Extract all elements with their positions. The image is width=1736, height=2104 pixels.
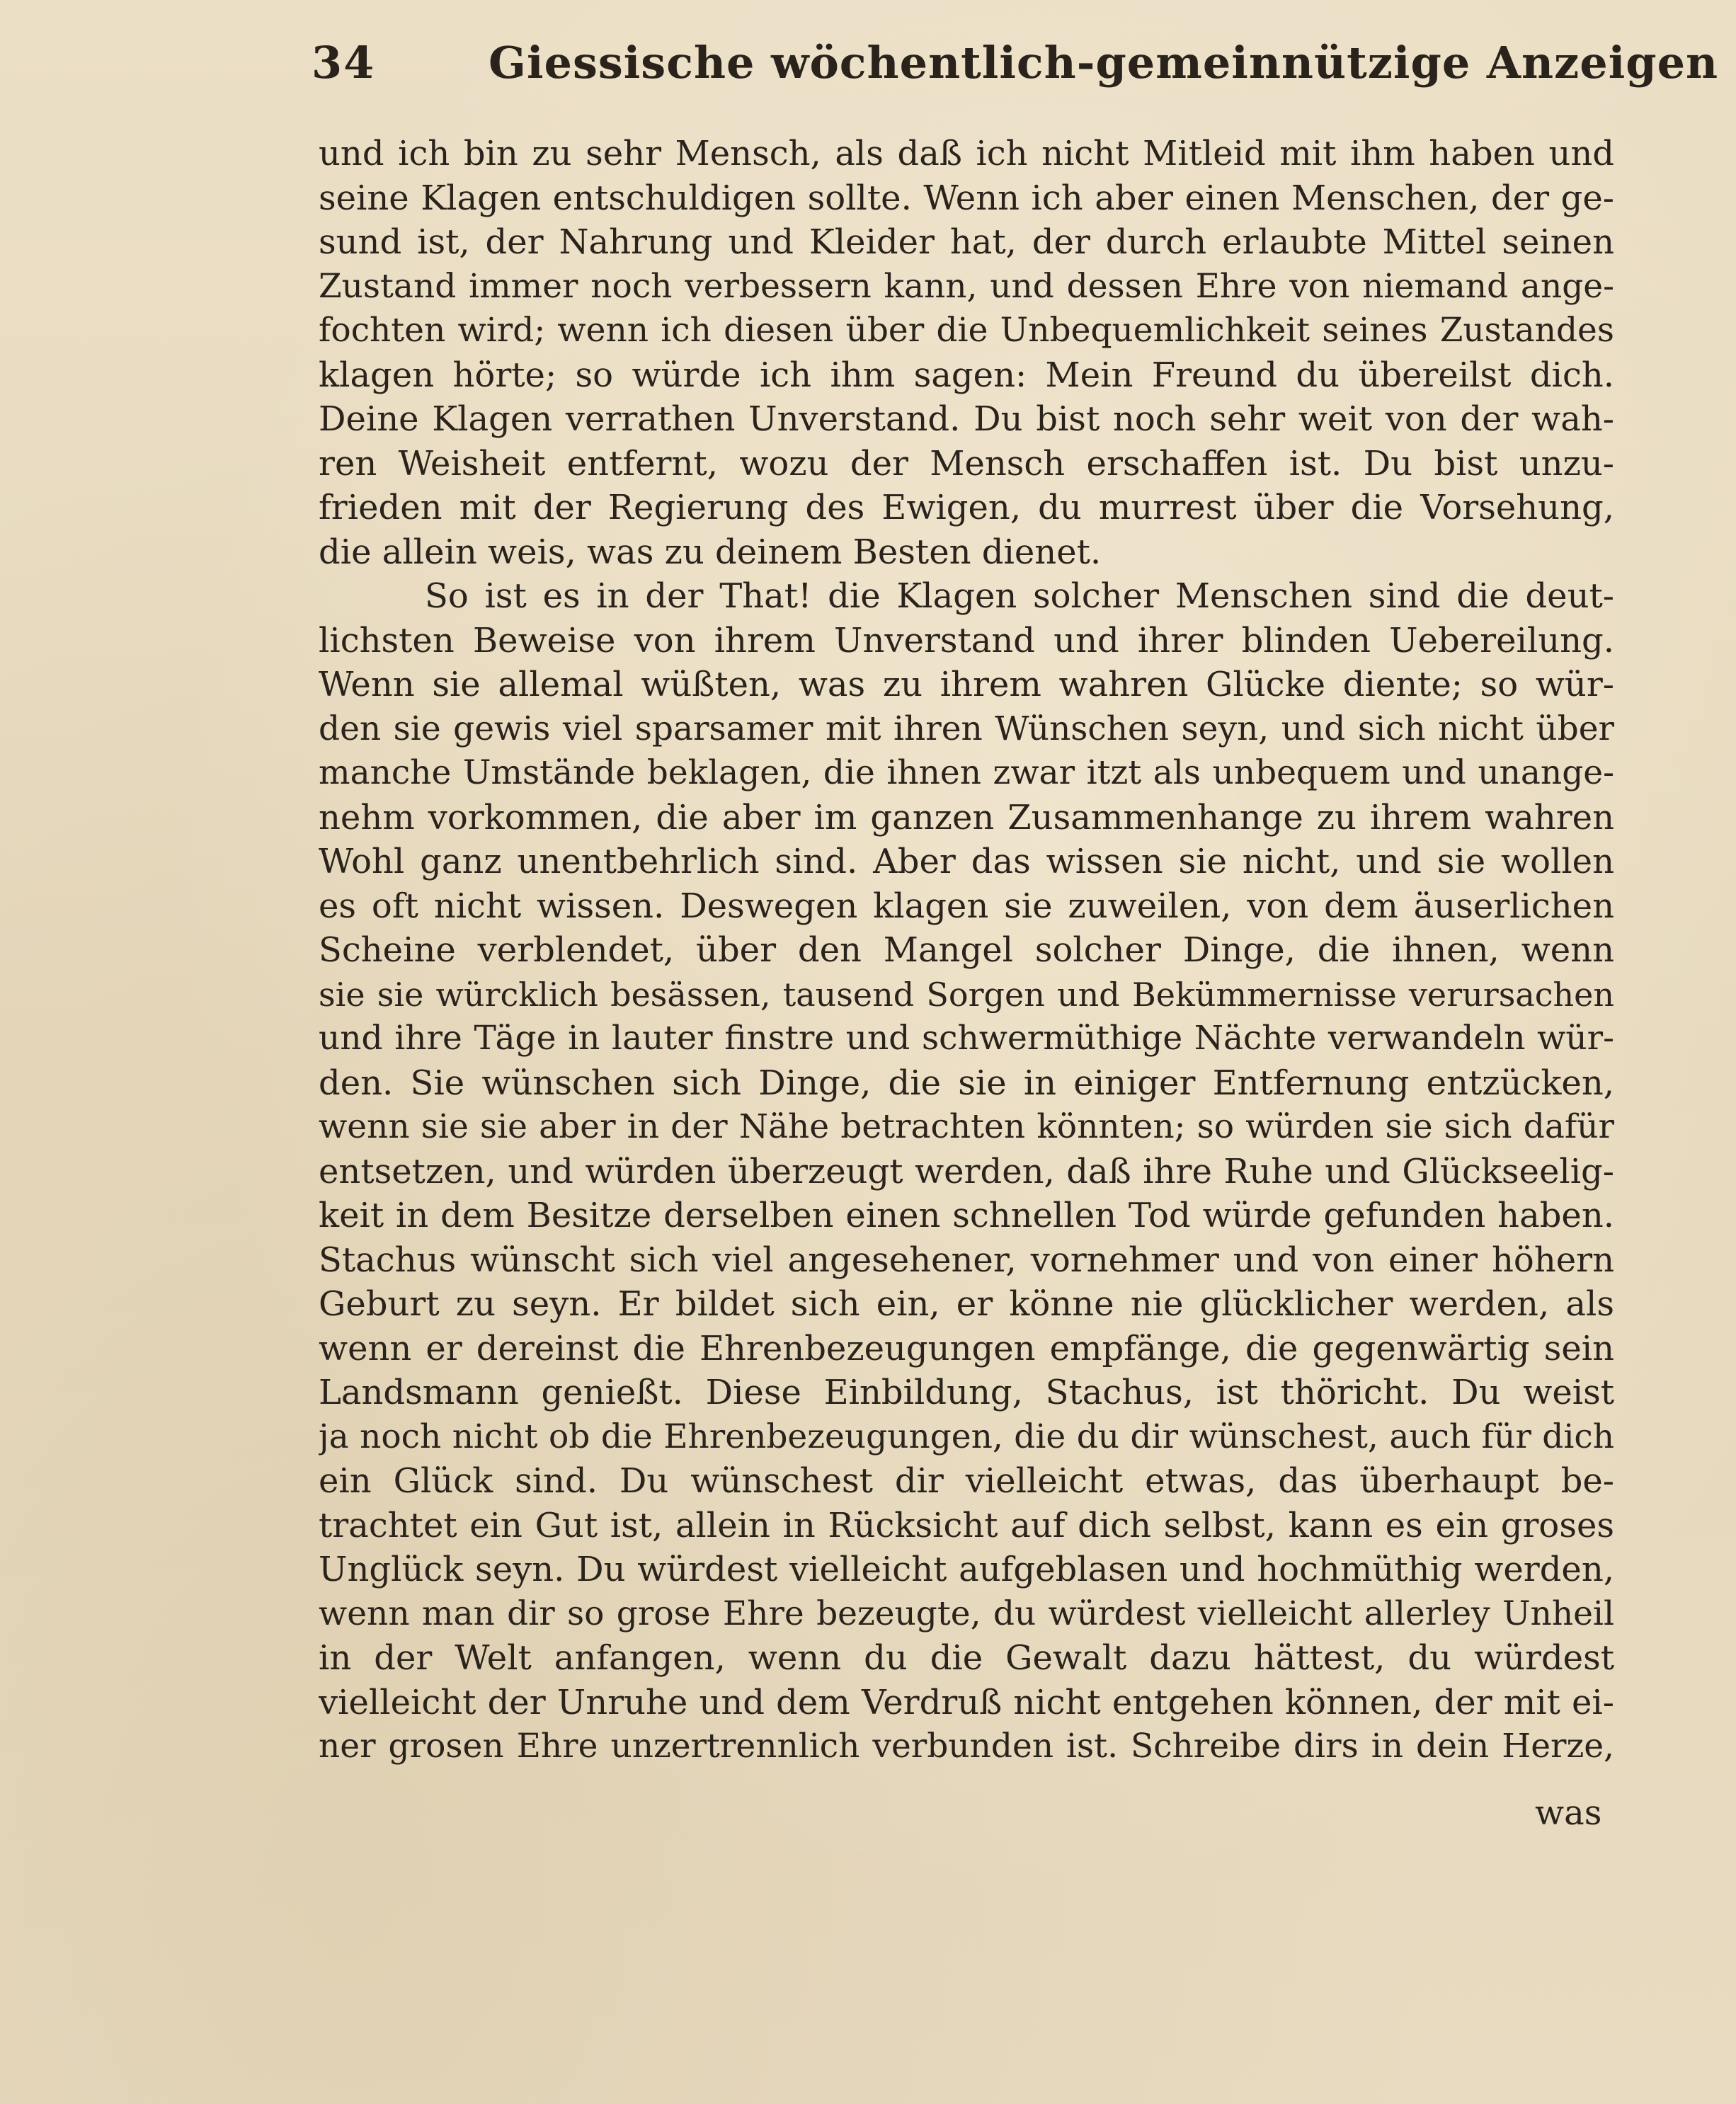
text-line: entsetzen, und würden überzeugt werden, daß ihre Ruhe und Glückseelig- <box>319 1151 1614 1191</box>
text-line: seine Klagen entschuldigen sollte. Wenn ich aber einen Menschen, der ge- <box>319 178 1614 218</box>
text-line: vielleicht der Unruhe und dem Verdruß nicht entgehen können, der mit ei- <box>319 1682 1614 1722</box>
text-line: und ihre Täge in lauter finstre und schwermüthige Nächte verwandeln wür- <box>319 1019 1614 1058</box>
text-line: Wenn sie allemal wüßten, was zu ihrem wahren Glücke diente; so wür- <box>319 665 1614 704</box>
text-line: und ich bin zu sehr Mensch, als daß ich nicht Mitleid mit ihm haben und <box>319 134 1614 173</box>
text-line: Deine Klagen verrathen Unverstand. Du bist noch sehr weit von der wah- <box>319 399 1614 439</box>
page-number: 34 <box>312 37 376 88</box>
text-line: frieden mit der Regierung des Ewigen, du murrest über die Vorsehung, <box>319 488 1614 527</box>
text-line: ner grosen Ehre unzertrennlich verbunden ist. Schreibe dirs in dein Herze, <box>319 1727 1614 1766</box>
text-line: sund ist, der Nahrung und Kleider hat, der durch erlaubte Mittel seinen <box>319 222 1614 262</box>
text-line: wenn man dir so grose Ehre bezeugte, du würdest vielleicht allerley Unheil <box>319 1594 1614 1633</box>
catchword: was <box>1535 1793 1602 1833</box>
text-line: Unglück seyn. Du würdest vielleicht aufgeblasen und hochmüthig werden, <box>319 1550 1614 1589</box>
text-line: trachtet ein Gut ist, allein in Rücksicht auf dich selbst, kann es ein groses <box>319 1505 1614 1545</box>
text-line: So ist es in der That! die Klagen solcher Menschen sind die deut- <box>425 576 1614 616</box>
text-line: ein Glück sind. Du wünschest dir vielleicht etwas, das überhaupt be- <box>319 1461 1614 1501</box>
text-line: lichsten Beweise von ihrem Unverstand und ihrer blinden Uebereilung. <box>319 620 1614 661</box>
text-line: den sie gewis viel sparsamer mit ihren Wünschen seyn, und sich nicht über <box>319 709 1614 748</box>
running-title: Giessische wöchentlich-gemeinnützige Anzeigen <box>489 37 1719 88</box>
text-line: in der Welt anfangen, wenn du die Gewalt dazu hättest, du würdest <box>319 1638 1614 1678</box>
text-line: Zustand immer noch verbessern kann, und dessen Ehre von niemand ange- <box>319 266 1614 306</box>
text-line: Scheine verblendet, über den Mangel solcher Dinge, die ihnen, wenn <box>319 930 1614 970</box>
text-line: manche Umstände beklagen, die ihnen zwar itzt als unbequem und unange- <box>319 753 1614 792</box>
text-line: nehm vorkommen, die aber im ganzen Zusammenhange zu ihrem wahren <box>319 797 1614 837</box>
page-header <box>312 37 1719 101</box>
text-line: Geburt zu seyn. Er bildet sich ein, er könne nie glücklicher werden, als <box>319 1284 1614 1324</box>
text-line: Landsmann genießt. Diese Einbildung, Stachus, ist thöricht. Du weist <box>319 1373 1614 1412</box>
paragraph-1 <box>319 132 1614 574</box>
text-line: den. Sie wünschen sich Dinge, die sie in einiger Entfernung entzücken, <box>319 1063 1614 1103</box>
text-line: ja noch nicht ob die Ehrenbezeugungen, die du dir wünschest, auch für dich <box>319 1417 1614 1456</box>
text-line: sie sie würcklich besässen, tausend Sorgen und Bekümmernisse verursachen <box>319 975 1614 1014</box>
text-line: es oft nicht wissen. Deswegen klagen sie zuweilen, von dem äuserlichen <box>319 886 1614 926</box>
text-line: fochten wird; wenn ich diesen über die Unbequemlichkeit seines Zustandes <box>319 311 1614 350</box>
text-line: wenn sie sie aber in der Nähe betrachten könnten; so würden sie sich dafür <box>319 1107 1614 1146</box>
body-text <box>319 132 1614 1769</box>
text-line: Stachus wünscht sich viel angesehener, vornehmer und von einer höhern <box>319 1240 1614 1280</box>
text-line: wenn er dereinst die Ehrenbezeugungen empfänge, die gegenwärtig sein <box>319 1328 1614 1368</box>
paragraph-2 <box>319 574 1614 1769</box>
text-line: Wohl ganz unentbehrlich sind. Aber das wissen sie nicht, und sie wollen <box>319 842 1614 881</box>
text-line: die allein weis, was zu deinem Besten dienet. <box>319 532 1102 572</box>
text-line: klagen hörte; so würde ich ihm sagen: Mein Freund du übereilst dich. <box>319 355 1614 395</box>
text-line: keit in dem Besitze derselben einen schnellen Tod würde gefunden haben. <box>319 1196 1614 1235</box>
text-line: ren Weisheit entfernt, wozu der Mensch erschaffen ist. Du bist unzu- <box>319 443 1614 484</box>
